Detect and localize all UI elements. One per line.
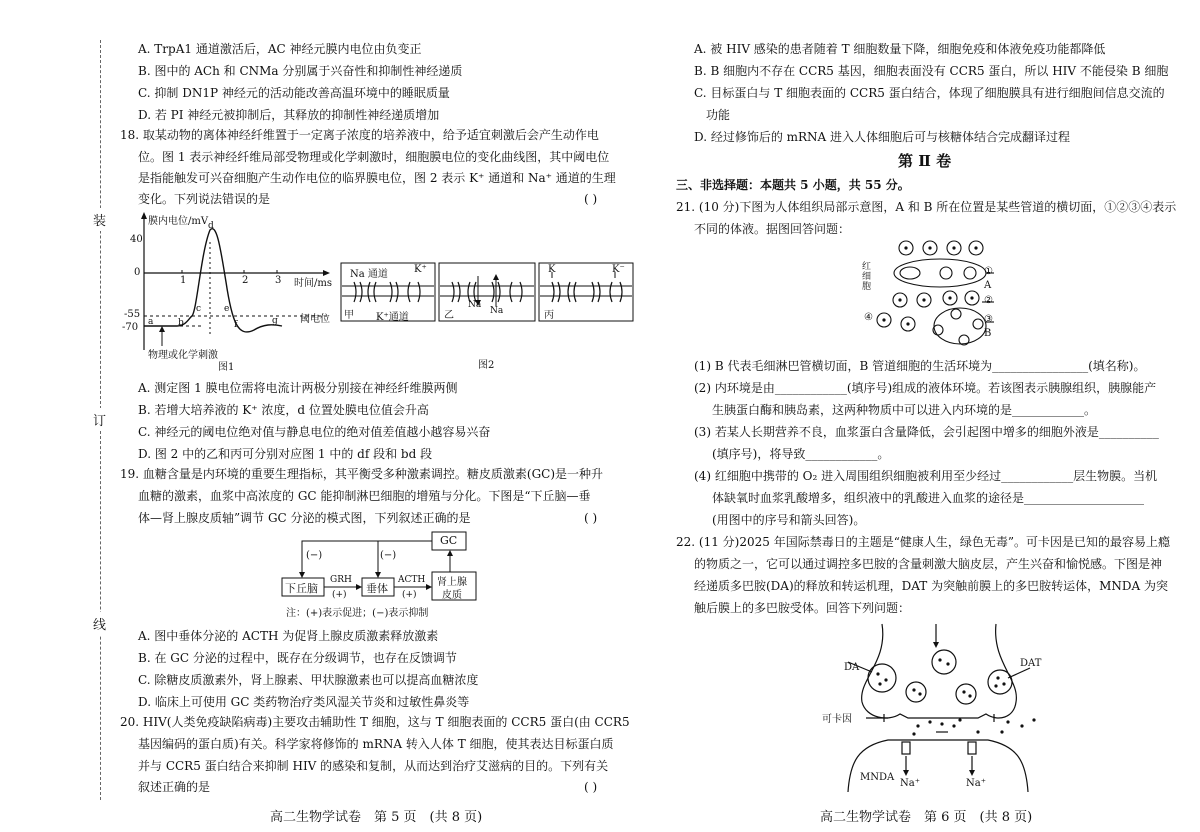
tissue-label-4: ④ bbox=[864, 312, 873, 323]
q19-option-b: B. 在 GC 分泌的过程中，既存在分级调节，也存在反馈调节 bbox=[138, 651, 457, 665]
q18-stem-line: 18. 取某动物的离体神经纤维置于一定离子浓度的培养液中，给予适宜刺激后会产生动作电 bbox=[120, 128, 599, 142]
q17-option-b: B. 图中的 ACh 和 CNMa 分别属于兴奋性和抑制性神经递质 bbox=[138, 64, 463, 78]
binding-char-zhuang: 装 bbox=[93, 208, 106, 231]
fig1-x-tick: 2 bbox=[242, 275, 249, 286]
adrenal-box-label: 皮质 bbox=[442, 590, 462, 601]
q21-sub-1: (1) B 代表毛细淋巴管横切面，B 管道细胞的生活环境为________________(填名称)。 bbox=[694, 359, 1146, 373]
q22-stem-line: 22. (11 分)2025 年国际禁毒日的主题是“健康人生，绿色无毒”。可卡因是已知的最容易上瘾 bbox=[676, 535, 1170, 549]
gc-regulation-diagram bbox=[280, 530, 480, 620]
fig2-na-label: Na bbox=[468, 300, 482, 310]
fig2-k-label: K bbox=[548, 264, 556, 275]
fig1-stimulus-label: 物理或化学刺激 bbox=[148, 350, 218, 361]
fig1-threshold-label: 阈电位 bbox=[300, 314, 330, 325]
tissue-svg bbox=[860, 240, 1000, 350]
tissue-label-2: ② bbox=[984, 295, 993, 306]
q18-option-b: B. 若增大培养液的 K⁺ 浓度，d 位置处膜电位值会升高 bbox=[138, 403, 429, 417]
synapse-svg bbox=[818, 622, 1058, 794]
q21-sub-4-cont: (用图中的序号和箭头回答)。 bbox=[712, 513, 866, 527]
fig2-na-channel-label: Na 通道 bbox=[350, 269, 388, 280]
fig2-k-label: K⁻ bbox=[612, 264, 625, 275]
fig2-jia-label: 甲 bbox=[344, 310, 354, 321]
q22-stem-line: 触后膜上的多巴胺受体。回答下列问题： bbox=[694, 601, 911, 615]
tissue-label-1: ① bbox=[984, 266, 993, 277]
q19-stem-line: 19. 血糖含量是内环境的重要生理指标，其平衡受多种激素调控。糖皮质激素(GC)是一种升 bbox=[120, 467, 604, 481]
fig1-x-tick: 1 bbox=[180, 275, 187, 286]
fig1-y-tick: -55 bbox=[124, 309, 141, 320]
synapse-label-na: Na⁺ bbox=[966, 778, 986, 789]
section-2-title: 第 Ⅱ 卷 bbox=[898, 152, 952, 170]
fig1-x-axis-label: 时间/ms bbox=[294, 278, 332, 289]
fig2-na-label: Na bbox=[490, 306, 504, 316]
q21-sub-4: (4) 红细胞中携带的 O₂ 进入周围组织细胞被利用至少经过____________层生物膜。当机 bbox=[694, 469, 1158, 483]
fig2-k-channel-label: K⁺通道 bbox=[376, 312, 409, 323]
fig1-y-tick: -70 bbox=[122, 322, 139, 333]
fig1-caption: 图1 bbox=[218, 362, 235, 373]
q19-option-a: A. 图中垂体分泌的 ACTH 为促肾上腺皮质激素释放激素 bbox=[138, 629, 439, 643]
hypothalamus-box-label: 下丘脑 bbox=[285, 582, 318, 595]
fig1-point-c: c bbox=[196, 304, 202, 314]
q18-stem-line: 变化。下列说法错误的是 bbox=[138, 192, 271, 206]
acth-label: ACTH bbox=[398, 575, 426, 585]
synapse-label-cocaine: 可卡因 bbox=[822, 714, 852, 725]
left-page-footer: 高二生物学试卷 第 5 页 (共 8 页) bbox=[270, 810, 483, 825]
fig1-point-a: a bbox=[148, 317, 154, 327]
synapse-label-dat: DAT bbox=[1020, 658, 1042, 669]
pituitary-box-label: 垂体 bbox=[366, 582, 388, 595]
q21-stem-line: 不同的体液。据图回答问题： bbox=[694, 222, 851, 236]
binding-char-ding: 订 bbox=[93, 408, 106, 431]
q20-stem-line: 并与 CCR5 蛋白结合来抑制 HIV 的感染和复制，从而达到治疗艾滋病的目的。下列有关 bbox=[138, 759, 609, 773]
q20-stem-line: 基因编码的蛋白质)有关。科学家将修饰的 mRNA 转入人体 T 细胞，使其表达目标蛋白质 bbox=[138, 737, 614, 751]
q18-option-c: C. 神经元的阈电位绝对值与静息电位的绝对值差值越小越容易兴奋 bbox=[138, 425, 491, 439]
adrenal-box-label: 肾上腺 bbox=[437, 577, 467, 588]
fig2-caption: 图2 bbox=[478, 360, 495, 371]
gc-feedback-minus: (−) bbox=[306, 550, 323, 561]
q20-stem-line: 20. HIV(人类免疫缺陷病毒)主要攻击辅助性 T 细胞，这与 T 细胞表面的 CCR5 蛋白(由 CCR5 bbox=[120, 715, 630, 729]
fig1-y-axis-label: 膜内电位/mV bbox=[148, 216, 209, 227]
grh-label: GRH bbox=[330, 575, 352, 585]
q18-stem-line: 位。图 1 表示神经纤维局部受物理或化学刺激时，细胞膜电位的变化曲线图，其中阈电位 bbox=[138, 150, 610, 164]
fig1-point-b: b bbox=[178, 318, 184, 328]
fig1-x-tick: 3 bbox=[275, 275, 282, 286]
fig2-yi-label: 乙 bbox=[444, 310, 454, 321]
q21-sub-3-cont: (填序号)，将导致____________。 bbox=[712, 447, 890, 461]
q20-option-a: A. 被 HIV 感染的患者随着 T 细胞数量下降，细胞免疫和体液免疫功能都降低 bbox=[694, 42, 1106, 56]
synapse-diagram bbox=[818, 622, 1058, 794]
q21-sub-2-cont: 生胰蛋白酶和胰岛素，这两种物质中可以进入内环境的是____________。 bbox=[712, 403, 1097, 417]
synapse-label-na: Na⁺ bbox=[900, 778, 920, 789]
q20-answer-bracket: ( ) bbox=[584, 780, 598, 794]
q18-option-a: A. 测定图 1 膜电位需将电流计两极分别接在神经纤维膜两侧 bbox=[138, 381, 458, 395]
fig1-y-tick: 0 bbox=[134, 267, 141, 278]
figure-2-channels bbox=[340, 262, 636, 374]
q17-option-d: D. 若 PI 神经元被抑制后，其释放的抑制性神经递质增加 bbox=[138, 108, 440, 122]
q21-stem-line: 21. (10 分)下图为人体组织局部示意图，A 和 B 所在位置是某些管道的横切面，①②③④表示 bbox=[676, 200, 1177, 214]
q18-answer-bracket: ( ) bbox=[584, 192, 598, 206]
right-page-footer: 高二生物学试卷 第 6 页 (共 8 页) bbox=[820, 810, 1033, 825]
q22-stem-line: 经递质多巴胺(DA)的释放和转运机理，DAT 为突触前膜上的多巴胺转运体，MNDA 为突 bbox=[694, 579, 1168, 593]
fig1-point-e: e bbox=[224, 304, 230, 314]
q20-option-c-cont: 功能 bbox=[706, 108, 731, 122]
q22-stem-line: 的物质之一，它可以通过调控多巴胺的含量刺激大脑皮层，产生兴奋和愉悦感。下图是神 bbox=[694, 557, 1163, 571]
q17-option-c: C. 抑制 DN1P 神经元的活动能改善高温环境中的睡眠质量 bbox=[138, 86, 450, 100]
q20-option-b: B. B 细胞内不存在 CCR5 基因，细胞表面没有 CCR5 蛋白，所以 HIV 不能侵染 B 细胞 bbox=[694, 64, 1169, 78]
q19-option-d: D. 临床上可使用 GC 类药物治疗类风湿关节炎和过敏性鼻炎等 bbox=[138, 695, 470, 709]
gc-box-label: GC bbox=[440, 534, 458, 547]
acth-plus: (+) bbox=[402, 590, 417, 600]
fig2-bing-label: 丙 bbox=[544, 310, 554, 321]
synapse-label-mnda: MNDA bbox=[860, 772, 895, 783]
fig1-y-tick: 40 bbox=[130, 234, 143, 245]
q17-option-a: A. TrpA1 通道激活后，AC 神经元膜内电位由负变正 bbox=[138, 42, 422, 56]
q18-stem-line: 是指能触发可兴奋细胞产生动作电位的临界膜电位，图 2 表示 K⁺ 通道和 Na⁺ 通道的生理 bbox=[138, 171, 616, 185]
tissue-diagram bbox=[860, 240, 1000, 350]
q20-option-c: C. 目标蛋白与 T 细胞表面的 CCR5 蛋白结合，体现了细胞膜具有进行细胞间信息交流的 bbox=[694, 86, 1165, 100]
fig1-point-d: d bbox=[208, 221, 214, 231]
gc-feedback-minus: (−) bbox=[380, 550, 397, 561]
fig2-k-label: K⁺ bbox=[414, 264, 427, 275]
tissue-label-rbc: 红细胞 bbox=[862, 262, 872, 292]
q19-stem-line: 体—肾上腺皮质轴”调节 GC 分泌的模式图，下列叙述正确的是 bbox=[138, 511, 471, 525]
fig1-point-f: f bbox=[234, 320, 238, 330]
q20-stem-line: 叙述正确的是 bbox=[138, 780, 211, 794]
q18-option-d: D. 图 2 中的乙和丙可分别对应图 1 中的 df 段和 bd 段 bbox=[138, 447, 433, 461]
grh-plus: (+) bbox=[332, 590, 347, 600]
q19-answer-bracket: ( ) bbox=[584, 511, 598, 525]
tissue-label-A: A bbox=[984, 280, 992, 291]
tissue-label-B: B bbox=[984, 328, 992, 339]
q19-option-c: C. 除糖皮质激素外，肾上腺素、甲状腺激素也可以提高血糖浓度 bbox=[138, 673, 479, 687]
q21-sub-4-cont: 体缺氧时血浆乳酸增多，组织液中的乳酸进入血浆的途径是____________________ bbox=[712, 491, 1145, 505]
tissue-label-3: ③ bbox=[984, 314, 993, 325]
synapse-label-da: DA bbox=[844, 662, 860, 673]
gc-diagram-note: 注：(+)表示促进；(−)表示抑制 bbox=[286, 608, 429, 619]
section-3-heading: 三、非选择题：本题共 5 小题，共 55 分。 bbox=[676, 178, 910, 192]
q21-sub-2: (2) 内环境是由____________(填序号)组成的液体环境。若该图表示胰腺组织，胰腺能产 bbox=[694, 381, 1157, 395]
fig1-point-g: g bbox=[272, 316, 278, 326]
q19-stem-line: 血糖的激素，血浆中高浓度的 GC 能抑制淋巴细胞的增殖与分化。下图是“下丘脑—垂 bbox=[138, 489, 591, 503]
q20-option-d: D. 经过修饰后的 mRNA 进入人体细胞后可与核糖体结合完成翻译过程 bbox=[694, 130, 1071, 144]
binding-char-xian: 线 bbox=[93, 612, 106, 635]
q21-sub-3: (3) 若某人长期营养不良，血浆蛋白含量降低，会引起图中增多的细胞外液是__________ bbox=[694, 425, 1159, 439]
